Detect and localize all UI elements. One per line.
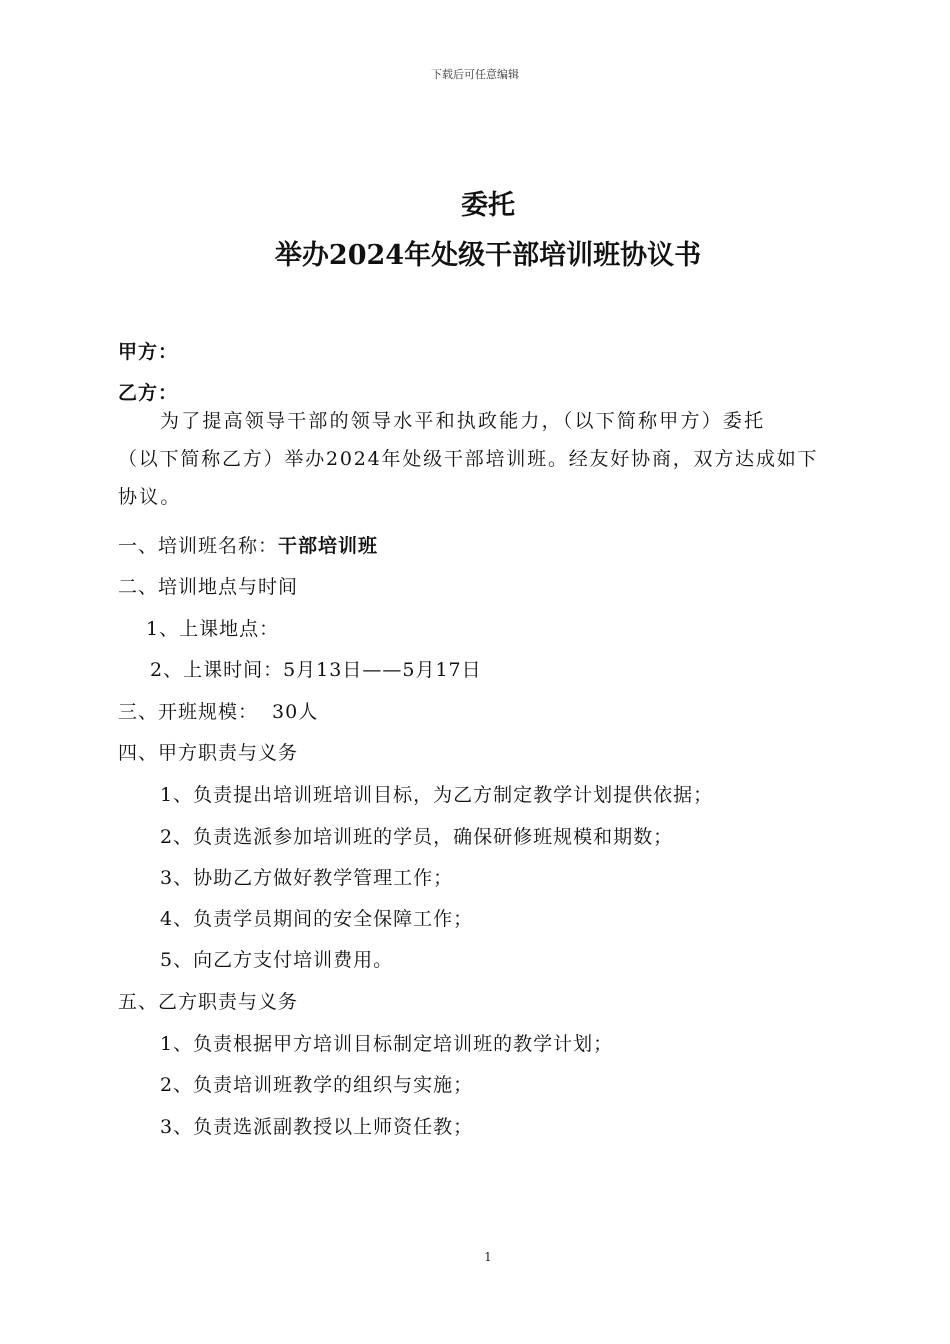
section-2-item-1: 1、上课地点： xyxy=(146,618,280,640)
section-3-label: 三、开班规模： xyxy=(118,701,259,723)
section-2-item-2: 2、上课时间：5月13日——5月17日 xyxy=(150,659,482,681)
section-4-item: 1、负责提出培训班培训目标，为乙方制定教学计划提供依据； xyxy=(160,784,714,806)
section-4-item: 4、负责学员期间的安全保障工作； xyxy=(160,908,474,930)
header-note: 下载后可任意编辑 xyxy=(431,68,519,81)
document-title-line-2: 举办2024年处级干部培训班协议书 xyxy=(274,240,702,271)
section-1-heading xyxy=(118,531,378,558)
section-4-item: 3、协助乙方做好教学管理工作； xyxy=(160,867,454,889)
section-4-item: 5、向乙方支付培训费用。 xyxy=(160,949,394,971)
document-title-line-1: 委托 xyxy=(461,190,515,221)
section-5-heading: 五、乙方职责与义务 xyxy=(118,991,299,1013)
section-5-item: 1、负责根据甲方培训目标制定培训班的教学计划； xyxy=(160,1033,614,1055)
section-3-value: 30人 xyxy=(272,701,319,723)
section-1-label: 一、培训班名称： xyxy=(118,535,279,557)
party-b-label: 乙方： xyxy=(118,382,179,404)
section-3-heading xyxy=(118,697,318,724)
party-a-label: 甲方： xyxy=(118,341,179,363)
section-4-item: 2、负责选派参加培训班的学员，确保研修班规模和期数； xyxy=(160,826,674,848)
intro-line-3: 协议。 xyxy=(118,486,182,508)
section-5-item: 2、负责培训班教学的组织与实施； xyxy=(160,1074,474,1096)
section-2-heading: 二、培训地点与时间 xyxy=(118,576,299,598)
section-1-value: 干部培训班 xyxy=(278,535,379,557)
page-number: 1 xyxy=(484,1250,492,1264)
intro-line-1: 为了提高领导干部的领导水平和执政能力，（以下简称甲方）委托 xyxy=(160,410,766,432)
intro-line-2: （以下简称乙方）举办2024年处级干部培训班。经友好协商，双方达成如下 xyxy=(118,448,819,470)
section-5-item: 3、负责选派副教授以上师资任教； xyxy=(160,1116,474,1138)
section-4-heading: 四、甲方职责与义务 xyxy=(118,742,299,764)
